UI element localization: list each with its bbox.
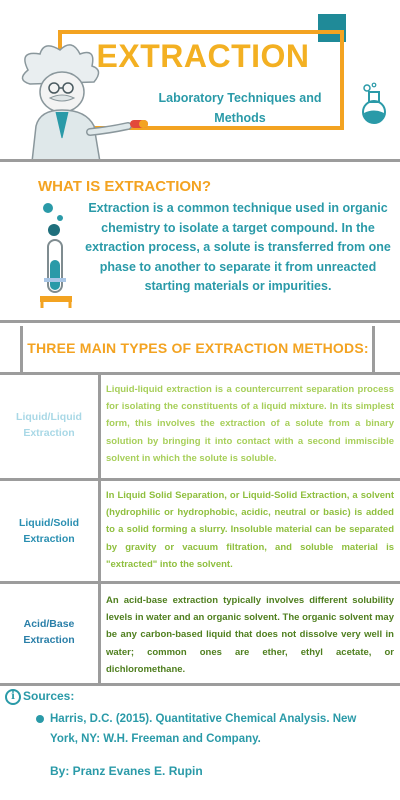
bullet-icon xyxy=(36,715,44,723)
source-citation: Harris, D.C. (2015). Quantitative Chemical Analysis. New York, NY: W.H. Freeman and Company. xyxy=(50,713,357,745)
row-description: An acid-base extraction typically involves different solubility levels in water and an organic solvent. The organic solvent may be any carbon-based liquid that does not dissolve very well in water; common ones are ether, ethyl acetate, or dichloromethane. xyxy=(106,595,394,675)
row-description: In Liquid Solid Separation, or Liquid-Solid Extraction, a solvent (hydrophilic or hydrophobic, acidic, neutral or basic) is added to a solid forming a slurry. Insoluble material can be separated by gravity or vacuum filtration, and soluble material is "extracted" into the solvent. xyxy=(106,490,394,570)
divider xyxy=(0,320,400,323)
info-icon: i xyxy=(5,689,21,705)
divider xyxy=(98,584,101,686)
scientist-illustration xyxy=(10,40,160,162)
section-heading-what: WHAT IS EXTRACTION? xyxy=(38,178,212,195)
row-label: Acid/Base Extraction xyxy=(23,618,75,646)
author-credit: By: Pranz Evanes E. Rupin xyxy=(50,764,203,778)
header xyxy=(0,0,400,162)
divider xyxy=(0,683,400,686)
flask-icon xyxy=(357,82,391,124)
sources-heading: Sources: xyxy=(23,689,75,703)
page-subtitle: Laboratory Techniques and Methods xyxy=(158,91,322,125)
page-title: EXTRACTION xyxy=(96,38,310,74)
types-banner xyxy=(0,326,400,372)
divider xyxy=(0,159,400,162)
section-heading-types: THREE MAIN TYPES OF EXTRACTION METHODS: xyxy=(27,340,369,356)
test-tube-illustration xyxy=(36,196,76,308)
divider xyxy=(98,481,101,584)
table-row xyxy=(0,375,400,481)
row-description: Liquid-liquid extraction is a countercurrent separation process for isolating the constituents of a liquid mixture. In its simplest form, this involves the extraction of a solute from a binary solution by bringing it into contact with a second immiscible solvent in which the solute is soluble. xyxy=(106,384,394,464)
row-label: Liquid/Solid Extraction xyxy=(18,517,80,545)
divider xyxy=(98,375,101,481)
row-label: Liquid/Liquid Extraction xyxy=(16,411,82,439)
table-row xyxy=(0,481,400,584)
section-body-what: Extraction is a common technique used in organic chemistry to isolate a target compound. In the extraction process, a solute is transferred from one phase to another to separate it from unreacted starting materials or impurities. xyxy=(85,201,391,293)
table-row xyxy=(0,584,400,686)
